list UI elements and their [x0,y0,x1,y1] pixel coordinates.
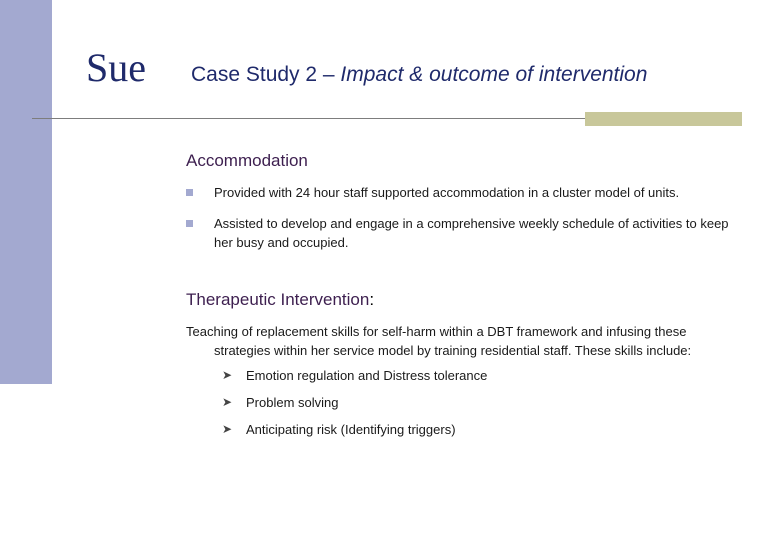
divider-accent-block [585,112,742,126]
bullet-text: Assisted to develop and engage in a comprehensive weekly schedule of activities to keep her busy and occupied. [214,216,729,250]
therapeutic-paragraph [186,322,746,360]
arrowhead-bullet-icon: ➤ [222,422,233,436]
skill-text: Anticipating risk (Identifying triggers) [246,422,456,437]
arrowhead-bullet-icon: ➤ [222,368,233,382]
square-bullet-icon [186,189,193,196]
title-plain-part: Case Study 2 – [191,63,341,86]
accommodation-heading: Accommodation [186,151,308,170]
therapeutic-heading-label: Therapeutic Intervention [186,290,370,309]
slide-title [191,61,647,89]
square-bullet-icon [186,220,193,227]
paragraph-line-1: Teaching of replacement skills for self-harm within a DBT framework and infusing these [186,324,687,339]
therapeutic-heading-colon: : [369,290,375,309]
arrowhead-bullet-icon: ➤ [222,395,233,409]
title-italic-part: Impact & outcome of intervention [340,63,648,86]
paragraph-line-2: strategies within her service model by training residential staff. These skills include: [214,343,692,358]
left-accent-bar [0,0,52,384]
skill-text: Problem solving [246,395,339,410]
skill-text: Emotion regulation and Distress tolerance [246,368,488,383]
therapeutic-heading [186,289,374,311]
bullet-text: Provided with 24 hour staff supported accommodation in a cluster model of units. [214,185,680,200]
slide-name-title: Sue [86,45,146,90]
